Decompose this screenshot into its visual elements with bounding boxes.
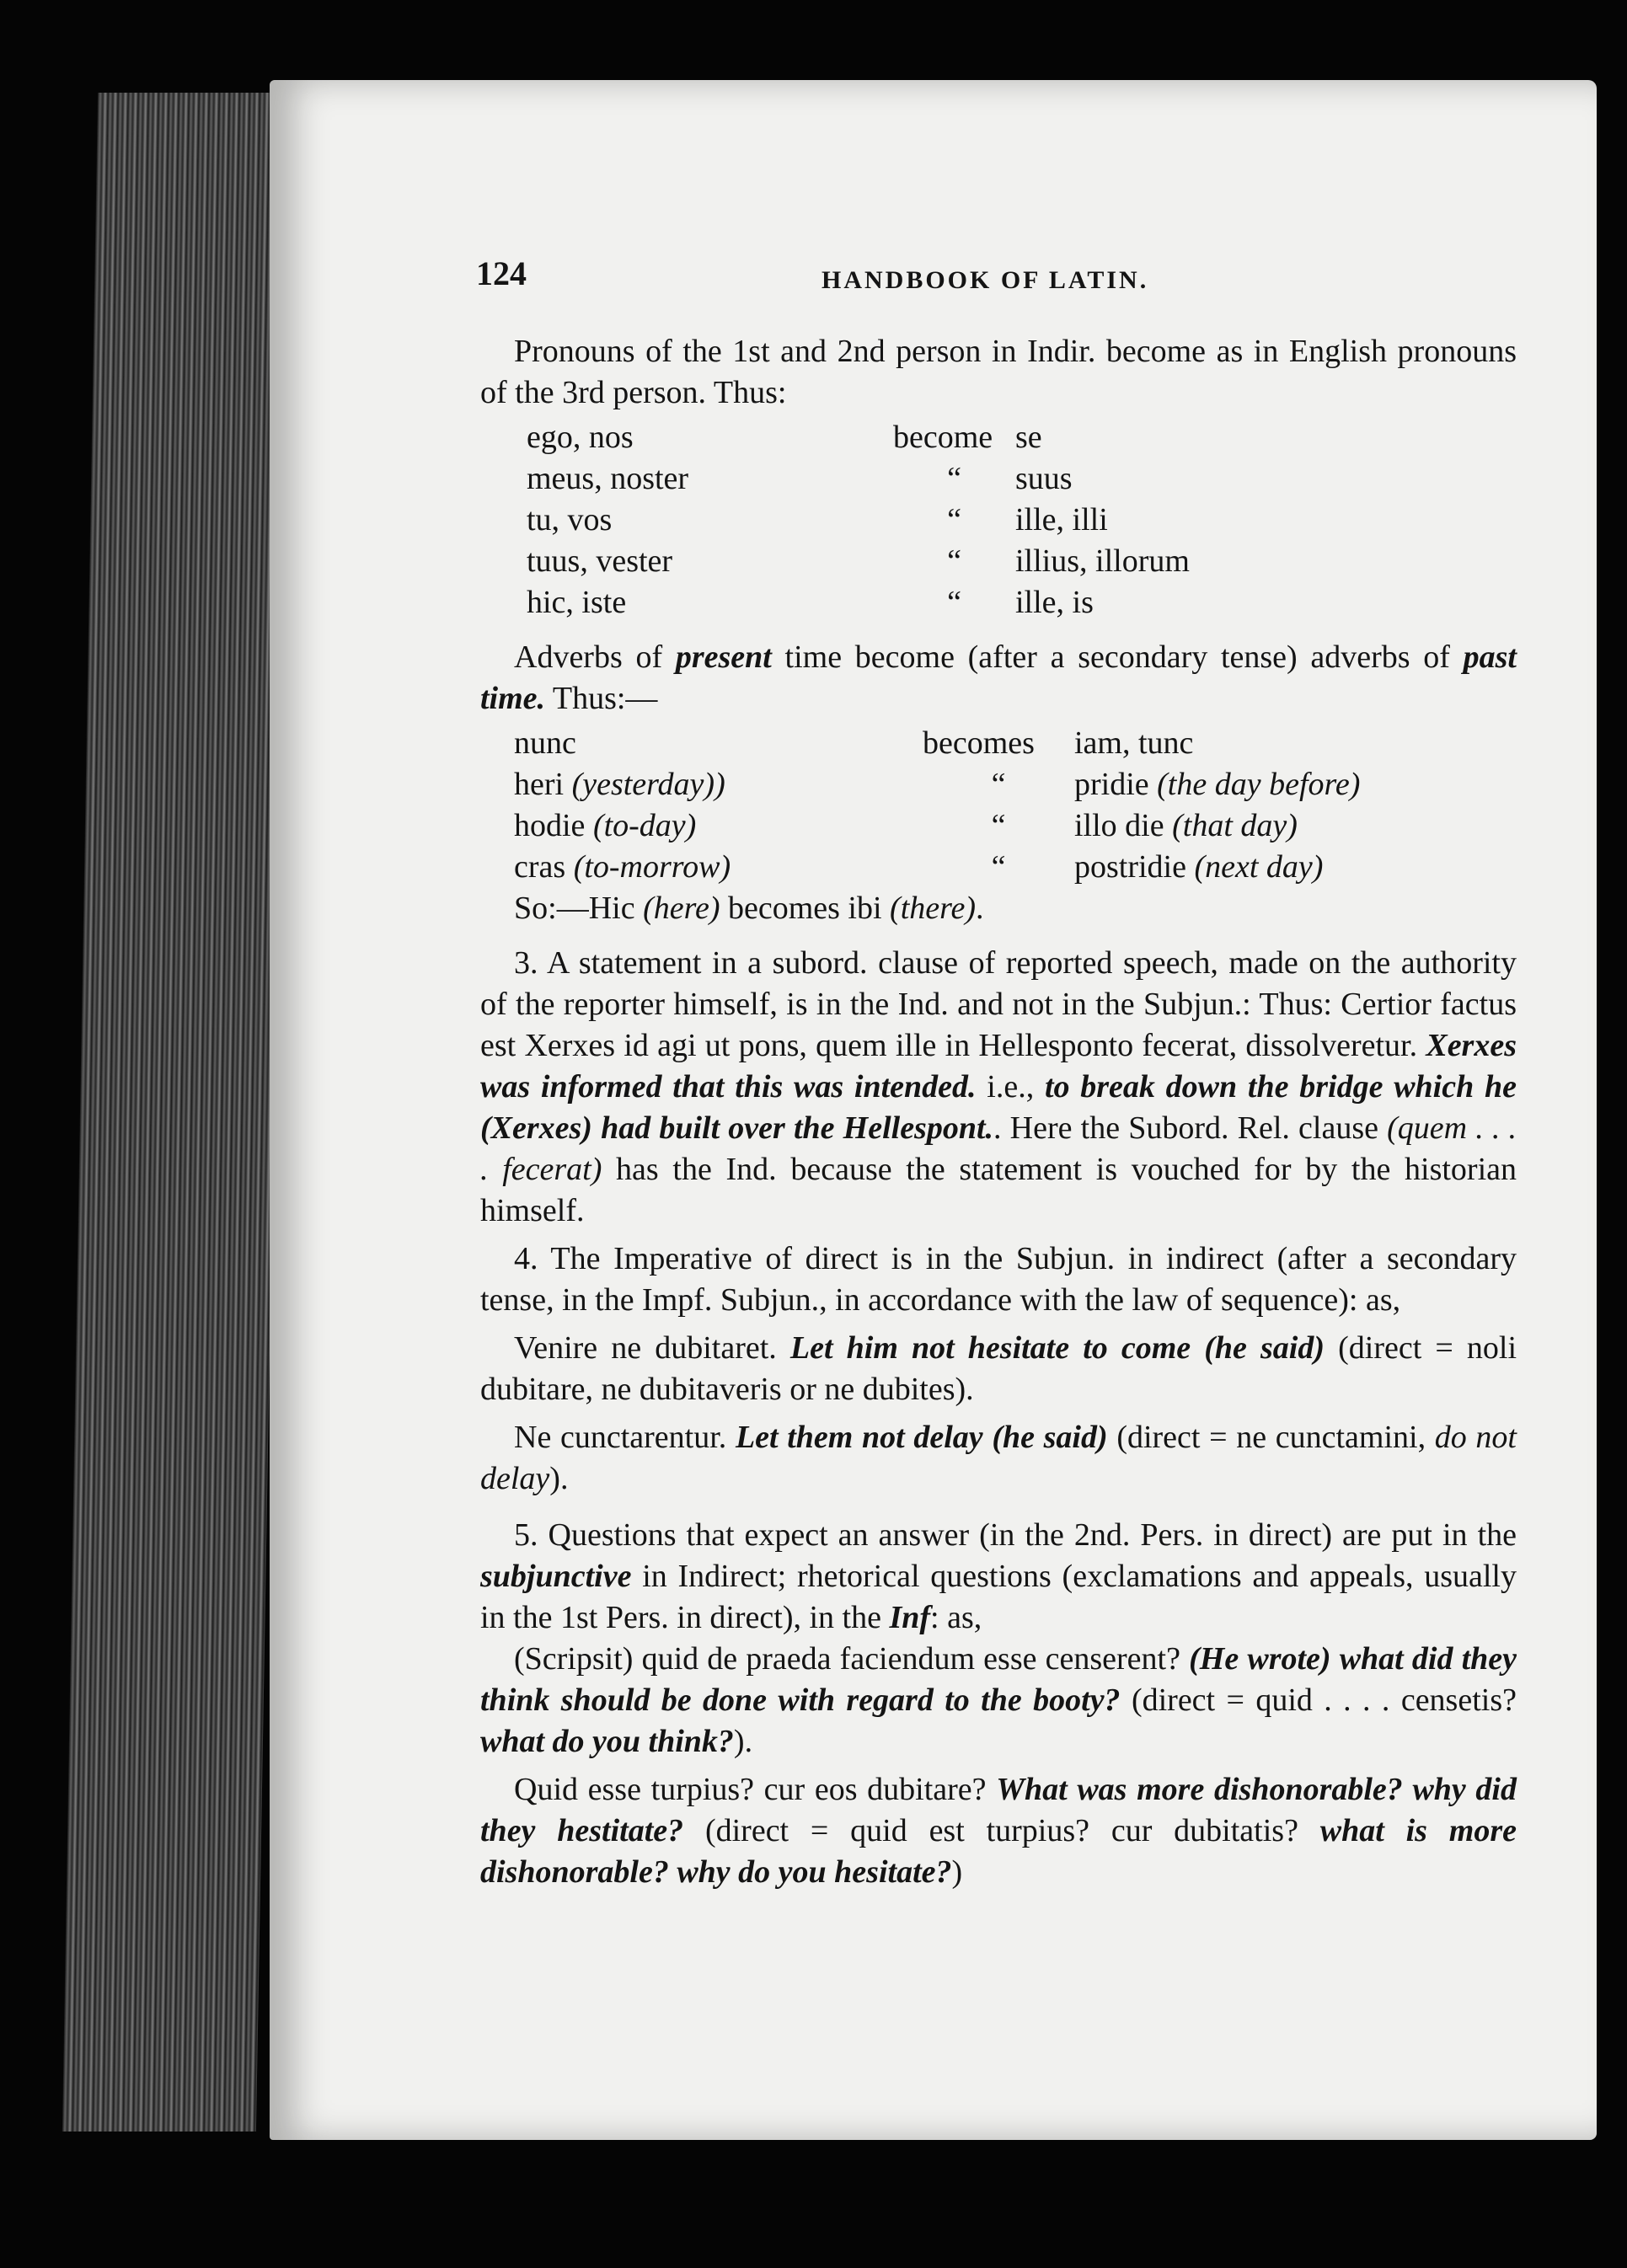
table-row: nunc becomes iam, tunc bbox=[514, 725, 1194, 761]
table-row: heri (yesterday)) “ pridie (the day before) bbox=[514, 767, 1361, 802]
section-3-paragraph: 3. A statement in a subord. clause of reported speech, made on the authority of the reporter himself, is in the Ind. and not in the Subjun.: Thus: Certior factus est Xerxes id agi ut pons, quem ille in Hellesponto fecerat, dissolveretur. Xerxes was informed that this was intended. i.e., to break down the bridge which he (Xerxes) had built over the Hellespont.. Here the Subord. Rel. clause (quem . . . . fecerat) has the Ind. because the statement is vouched for by the historian himself. bbox=[480, 945, 1517, 1228]
example-quid-esse: Quid esse turpius? cur eos dubitare? What was more dishonorable? why did they hestitate? (direct = quid est turpius? cur dubitatis? what is more dishonorable? why do you hesitate?) bbox=[480, 1772, 1517, 1890]
intro-paragraph: Pronouns of the 1st and 2nd person in Indir. become as in English pronouns of the 3rd person. Thus: bbox=[480, 334, 1517, 410]
table-row: meus, noster “ suus bbox=[527, 461, 1073, 496]
table-row: hodie (to-day) “ illo die (that day) bbox=[514, 808, 1298, 843]
section-4-paragraph: 4. The Imperative of direct is in the Subjun. in indirect (after a secondary tense, in the Impf. Subjun., in accordance with the law of sequence): as, bbox=[480, 1241, 1517, 1318]
adverbs-paragraph: Adverbs of present time become (after a secondary tense) adverbs of past time. Thus:— bbox=[480, 639, 1517, 716]
page-number: 124 bbox=[476, 254, 527, 292]
book-page-edges bbox=[62, 93, 292, 2132]
table-row: tuus, vester “ illius, illorum bbox=[527, 543, 1190, 579]
example-venire: Venire ne dubitaret. Let him not hesitate to come (he said) (direct = noli dubitare, ne dubitaveris or ne dubites). bbox=[480, 1330, 1517, 1407]
page-header bbox=[476, 253, 1517, 294]
adverb-table bbox=[480, 723, 1517, 888]
table-row: hic, iste “ ille, is bbox=[527, 585, 1094, 620]
so-line: So:—Hic (here) becomes ibi (there). bbox=[514, 891, 984, 926]
table-row: ego, nos become se bbox=[527, 420, 1042, 455]
example-scripsit: (Scripsit) quid de praeda faciendum esse censerent? (He wrote) what did they think should be done with regard to the booty? (direct = quid . . . . censetis? what do you think?). bbox=[480, 1641, 1517, 1759]
table-row: tu, vos “ ille, illi bbox=[527, 502, 1108, 538]
section-5-paragraph: 5. Questions that expect an answer (in the 2nd. Pers. in direct) are put in the subjunctive in Indirect; rhetorical questions (exclamations and appeals, usually in the 1st Pers. in direct), in the Inf: as, bbox=[480, 1517, 1517, 1635]
running-title: HANDBOOK OF LATIN. bbox=[822, 266, 1149, 294]
pronoun-table bbox=[480, 417, 1517, 623]
example-cunctarentur: Ne cunctarentur. Let them not delay (he said) (direct = ne cunctamini, do not delay). bbox=[480, 1420, 1517, 1496]
table-row: cras (to-morrow) “ postridie (next day) bbox=[514, 849, 1324, 885]
page-content bbox=[476, 253, 1517, 1893]
